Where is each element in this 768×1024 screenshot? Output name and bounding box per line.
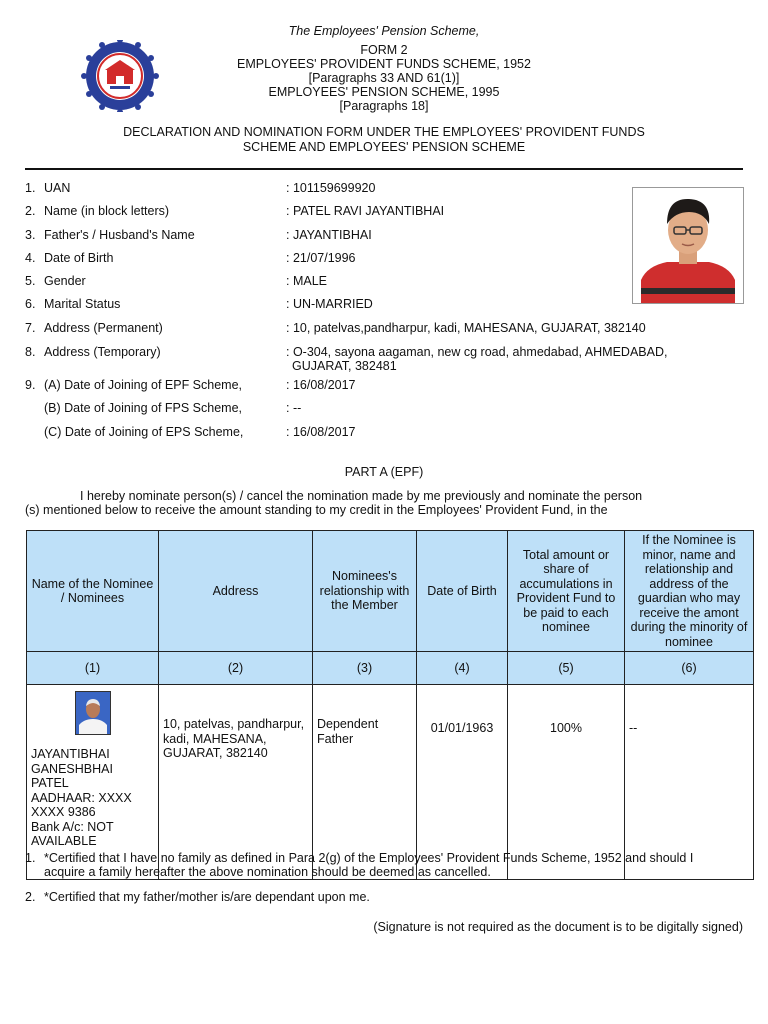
form-number: FORM 2 <box>360 43 408 57</box>
permanent-address-value: : 10, patelvas,pandharpur, kadi, MAHESANA, GUJARAT, 382140 <box>286 321 646 335</box>
epf-joining-value: : 16/08/2017 <box>286 378 356 392</box>
form-title-line2: SCHEME AND EMPLOYEES' PENSION SCHEME <box>242 140 526 154</box>
fps-joining-value: : -- <box>286 401 302 415</box>
name-label: Name (in block letters) <box>44 204 170 218</box>
column-header: Total amount or share of accumulations in Provident Fund to be paid to each nominee <box>508 531 625 652</box>
dob-value: : 21/07/1996 <box>286 251 356 265</box>
paragraphs-eps: [Paragraphs 18] <box>339 99 429 113</box>
column-number: (4) <box>417 652 508 685</box>
column-number: (3) <box>313 652 417 685</box>
name-value: : PATEL RAVI JAYANTIBHAI <box>286 204 445 218</box>
part-a-intro-line1: I hereby nominate person(s) / cancel the nomination made by me previously and nominate the person <box>80 489 643 503</box>
column-header: Date of Birth <box>417 531 508 652</box>
nominee-name: JAYANTIBHAI GANESHBHAI PATEL <box>31 747 113 790</box>
nominee-table <box>26 530 754 880</box>
column-number-row <box>27 652 754 685</box>
permanent-address-label: Address (Permanent) <box>44 321 163 335</box>
nominee-dob: 01/01/1963 <box>417 685 508 880</box>
column-number: (6) <box>625 652 754 685</box>
nominee-address: 10, patelvas, pandharpur, kadi, MAHESANA, GUJARAT, 382140 <box>159 685 313 880</box>
note-1-line1: *Certified that I have no family as defined in Para 2(g) of the Employees' Provident Funds Scheme, 1952 and should I <box>44 851 694 865</box>
detail-number: 5. <box>25 274 36 288</box>
eps-joining-value: : 16/08/2017 <box>286 425 356 439</box>
detail-number: 8. <box>25 345 36 359</box>
note-2-text: *Certified that my father/mother is/are dependant upon me. <box>44 890 370 904</box>
act-epf: EMPLOYEES' PROVIDENT FUNDS SCHEME, 1952 <box>237 57 531 71</box>
marital-status-label: Marital Status <box>44 297 121 311</box>
nominee-aadhaar: AADHAAR: XXXX XXXX 9386 <box>31 790 132 819</box>
form-title-line1: DECLARATION AND NOMINATION FORM UNDER THE EMPLOYEES' PROVIDENT FUNDS <box>123 125 645 139</box>
nominee-photo <box>75 691 111 735</box>
column-header: If the Nominee is minor, name and relationship and address of the guardian who may receive the amont during the minority of nominee <box>625 531 754 652</box>
column-header: Name of the Nominee / Nominees <box>27 531 159 652</box>
temporary-address-value-line2: GUJARAT, 382481 <box>292 359 397 373</box>
gender-value: : MALE <box>286 274 327 288</box>
signature-note: (Signature is not required as the document is to be digitally signed) <box>373 920 743 934</box>
header-divider <box>25 168 743 170</box>
note-1-number: 1. <box>25 851 36 865</box>
nominee-share: 100% <box>508 685 625 880</box>
temporary-address-label: Address (Temporary) <box>44 345 161 359</box>
part-a-heading: PART A (EPF) <box>344 465 424 479</box>
gender-label: Gender <box>44 274 86 288</box>
note-1-line2: acquire a family hereafter the above nomination should be deemed as cancelled. <box>44 865 491 879</box>
uan-label: UAN <box>44 181 71 195</box>
nominee-relationship: Dependent Father <box>313 685 417 880</box>
father-name-value: : JAYANTIBHAI <box>286 228 372 242</box>
detail-number: 4. <box>25 251 36 265</box>
column-number: (5) <box>508 652 625 685</box>
act-eps: EMPLOYEES' PENSION SCHEME, 1995 <box>268 85 500 99</box>
father-name-label: Father's / Husband's Name <box>44 228 195 242</box>
scheme-title: The Employees' Pension Scheme, <box>288 24 480 38</box>
detail-number: 3. <box>25 228 36 242</box>
paragraphs-epf: [Paragraphs 33 AND 61(1)] <box>308 71 460 85</box>
uan-value: : 101159699920 <box>286 181 376 195</box>
fps-joining-label: (B) Date of Joining of FPS Scheme, <box>44 401 243 415</box>
guardian-details: -- <box>625 685 754 880</box>
dob-label: Date of Birth <box>44 251 114 265</box>
marital-status-value: : UN-MARRIED <box>286 297 373 311</box>
epf-joining-label: (A) Date of Joining of EPF Scheme, <box>44 378 243 392</box>
note-2-number: 2. <box>25 890 36 904</box>
column-header: Address <box>159 531 313 652</box>
detail-number: 9. <box>25 378 36 392</box>
temporary-address-value: : O-304, sayona aagaman, new cg road, ahmedabad, AHMEDABAD, <box>286 345 668 359</box>
nominee-bank-account: Bank A/c: NOT AVAILABLE <box>31 819 114 848</box>
column-header: Nominees's relationship with the Member <box>313 531 417 652</box>
detail-number: 2. <box>25 204 36 218</box>
detail-number: 1. <box>25 181 36 195</box>
table-header-row <box>27 531 754 652</box>
detail-number: 7. <box>25 321 36 335</box>
eps-joining-label: (C) Date of Joining of EPS Scheme, <box>44 425 244 439</box>
member-photo <box>632 187 744 304</box>
detail-number: 6. <box>25 297 36 311</box>
part-a-intro-line2: (s) mentioned below to receive the amount standing to my credit in the Employees' Provident Fund, in the <box>25 503 608 517</box>
column-number: (1) <box>27 652 159 685</box>
epfo-logo <box>78 40 162 112</box>
column-number: (2) <box>159 652 313 685</box>
